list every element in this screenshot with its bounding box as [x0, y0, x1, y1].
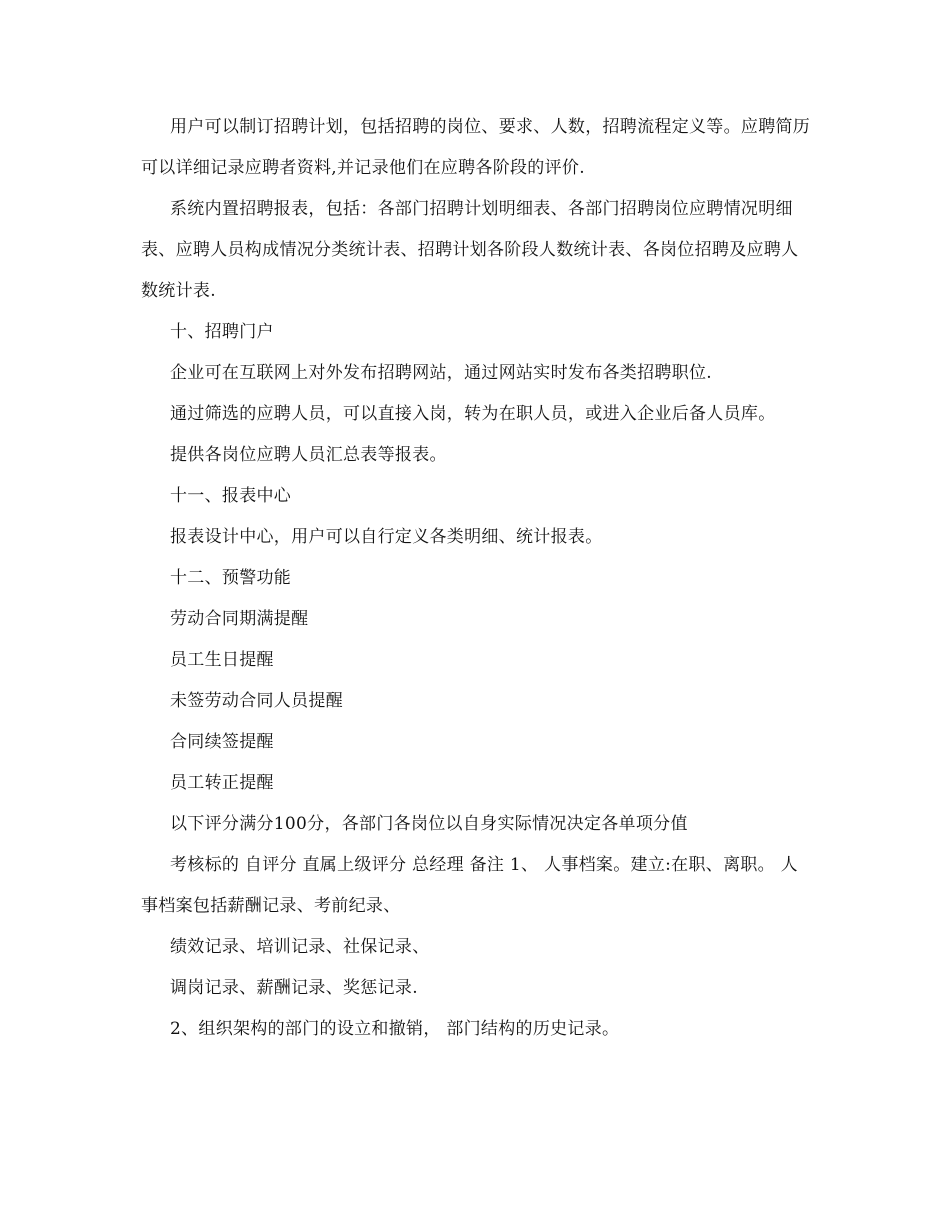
list-item-contract-renewal: 合同续签提醒	[170, 732, 274, 752]
list-item-contract-expiry: 劳动合同期满提醒	[170, 609, 309, 629]
heading-recruitment-portal: 十、招聘门户	[170, 322, 274, 342]
paragraph-report-designer: 报表设计中心，用户可以自行定义各类明细、统计报表。	[170, 527, 603, 547]
heading-report-center: 十一、报表中心	[170, 486, 292, 506]
list-item-probation-confirmation: 员工转正提醒	[170, 773, 274, 793]
list-item-unsigned-contract: 未签劳动合同人员提醒	[170, 691, 343, 711]
paragraph-applicant-onboarding: 通过筛选的应聘人员，可以直接入岗，转为在职人员，或进入企业后备人员库。	[170, 404, 776, 424]
paragraph-recruitment-plan: 用户可以制订招聘计划，包括招聘的岗位、要求、人数，招聘流程定义等。应聘简历可以详细记录应聘者资料,并记录他们在应聘各阶段的评价.	[141, 117, 811, 178]
document-page	[141, 107, 813, 1050]
paragraph-scoring-note: 以下评分满分100分，各部门各岗位以自身实际情况决定各单项分值	[170, 814, 688, 834]
paragraph-record-types-2: 调岗记录、薪酬记录、奖惩记录.	[170, 978, 418, 998]
paragraph-record-types-1: 绩效记录、培训记录、社保记录、	[170, 937, 430, 957]
paragraph-recruitment-reports: 系统内置招聘报表，包括：各部门招聘计划明细表、各部门招聘岗位应聘情况明细表、应聘人员构成情况分类统计表、招聘计划各阶段人数统计表、各岗位招聘及应聘人数统计表.	[141, 199, 799, 301]
heading-alert-functions: 十二、预警功能	[170, 568, 292, 588]
paragraph-summary-reports: 提供各岗位应聘人员汇总表等报表。	[170, 445, 447, 465]
paragraph-assessment-header: 考核标的 自评分 直属上级评分 总经理 备注 1、 人事档案。建立:在职、离职。 人事档案包括薪酬记录、考前纪录、	[141, 855, 798, 916]
paragraph-portal-publish: 企业可在互联网上对外发布招聘网站，通过网站实时发布各类招聘职位.	[170, 363, 713, 383]
paragraph-org-structure: 2、组织架构的部门的设立和撤销， 部门结构的历史记录。	[170, 1019, 620, 1039]
list-item-birthday-reminder: 员工生日提醒	[170, 650, 274, 670]
